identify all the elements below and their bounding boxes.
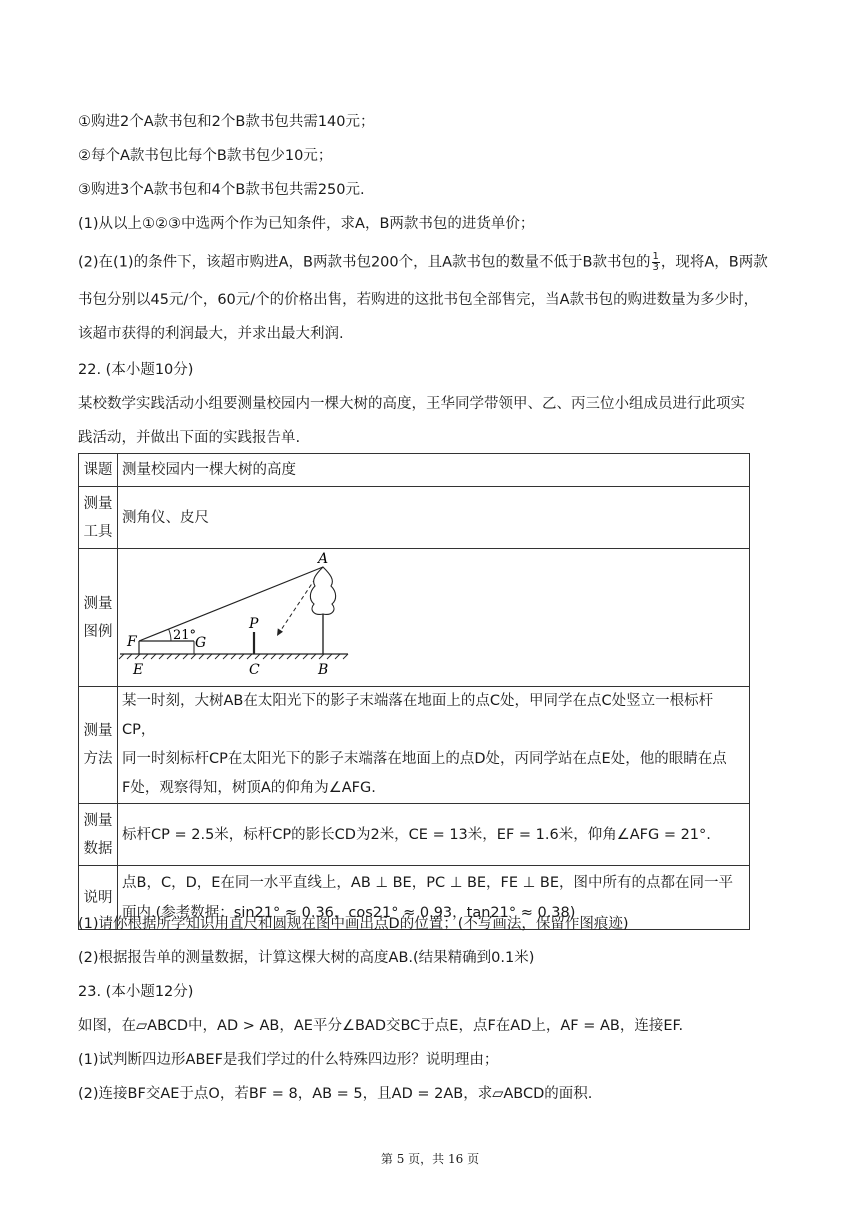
tree-icon [310, 567, 335, 614]
q22-part-1: (1)请你根据所学知识用直尺和圆规在图中画出点D的位置；(不写画法，保留作图痕迹) [78, 916, 629, 932]
q21-part-2-line-3: 该超市获得的利润最大，并求出最大利润. [78, 326, 344, 342]
label-angle-21: 21° [173, 627, 197, 643]
q22-intro-line-2: 践活动，并做出下面的实践报告单. [78, 430, 301, 446]
q21-part-2-line-2: 书包分别以45元/个，60元/个的价格出售，若购进的这批书包全部售完，当A款书包的购进数量为多少时， [78, 292, 759, 308]
report-value-topic: 测量校园内一棵大树的高度 [118, 454, 750, 487]
report-row-tools [79, 487, 750, 549]
label-P: P [249, 615, 259, 632]
q21-condition-3: ③购进3个A款书包和4个B款书包共需250元. [78, 182, 365, 198]
report-label-tools: 测量 工具 [79, 487, 118, 549]
angle-arc [169, 629, 171, 641]
label-E: E [133, 661, 144, 678]
report-value-note: 点B，C，D，E在同一水平直线上，AB ⊥ BE，PC ⊥ BE，FE ⊥ BE，图中所有的点都在同一平 面内.(参考数据：sin21° ≈ 0.36，cos21° ≈ 0.93，tan21° ≈ 0.38) [118, 866, 750, 930]
arrow-head-icon [277, 628, 283, 636]
page-footer: 第 5 页，共 16 页 [380, 1152, 480, 1166]
sight-line-FA [139, 567, 323, 641]
report-row-figure [79, 549, 750, 687]
q22-intro-line-1: 某校数学实践活动小组要测量校园内一棵大树的高度，王华同学带领甲、乙、丙三位小组成员进行此项实 [78, 396, 745, 412]
fraction-one-third: $\frac{1}{3}$ [652, 251, 659, 273]
report-value-tools: 测角仪、皮尺 [118, 487, 750, 549]
report-row-data [79, 804, 750, 866]
report-label-data: 测量 数据 [79, 804, 118, 866]
q23-intro: 如图，在▱ABCD中，AD > AB，AE平分∠BAD交BC于点E，点F在AD上，AF = AB，连接EF. [78, 1018, 684, 1034]
practice-report-table [78, 453, 750, 930]
report-label-figure: 测量 图例 [79, 549, 118, 687]
report-label-method: 测量 方法 [79, 687, 118, 804]
report-value-method: 某一时刻，大树AB在太阳光下的影子末端落在地面上的点C处，甲同学在点C处竖立一根标杆CP， 同一时刻标杆CP在太阳光下的影子末端落在地面上的点D处，丙同学站在点E处，他的眼睛在点 F处，观察得知，树顶A的仰角为∠AFG. [118, 687, 750, 804]
report-row-method [79, 687, 750, 804]
q23-part-2: (2)连接BF交AE于点O，若BF = 8，AB = 5，且AD = 2AB，求▱ABCD的面积. [78, 1086, 593, 1102]
q21-part-2-line-1 [78, 252, 768, 273]
label-B: B [318, 661, 329, 678]
report-label-note: 说明 [79, 866, 118, 930]
label-C: C [249, 661, 260, 678]
ground-hatching [119, 654, 348, 659]
label-A: A [318, 550, 329, 567]
tree-measurement-diagram [118, 550, 748, 686]
q21-part-1: (1)从以上①②③中选两个作为已知条件，求A，B两款书包的进货单价； [78, 216, 535, 232]
report-value-data: 标杆CP = 2.5米，标杆CP的影长CD为2米，CE = 13米，EF = 1.6米，仰角∠AFG = 21°. [118, 804, 750, 866]
report-row-topic [79, 454, 750, 487]
q21-part-2-text-a: (2)在(1)的条件下，该超市购进A，B两款书包200个，且A款书包的数量不低于B款书包的 [78, 254, 651, 271]
q22-header: 22. (本小题10分) [78, 362, 194, 378]
report-figure-cell [118, 549, 750, 687]
report-label-topic: 课题 [79, 454, 118, 487]
q22-part-2: (2)根据报告单的测量数据，计算这棵大树的高度AB.(结果精确到0.1米) [78, 950, 535, 966]
q23-header: 23. (本小题12分) [78, 984, 194, 1000]
label-G: G [195, 634, 207, 651]
label-F: F [127, 633, 137, 650]
q21-part-2-text-b: ，现将A，B两款 [660, 254, 768, 271]
q21-condition-2: ②每个A款书包比每个B款书包少10元； [78, 148, 333, 164]
q21-condition-1: ①购进2个A款书包和2个B款书包共需140元； [78, 114, 375, 130]
q23-part-1: (1)试判断四边形ABEF是我们学过的什么特殊四边形？说明理由； [78, 1052, 499, 1068]
